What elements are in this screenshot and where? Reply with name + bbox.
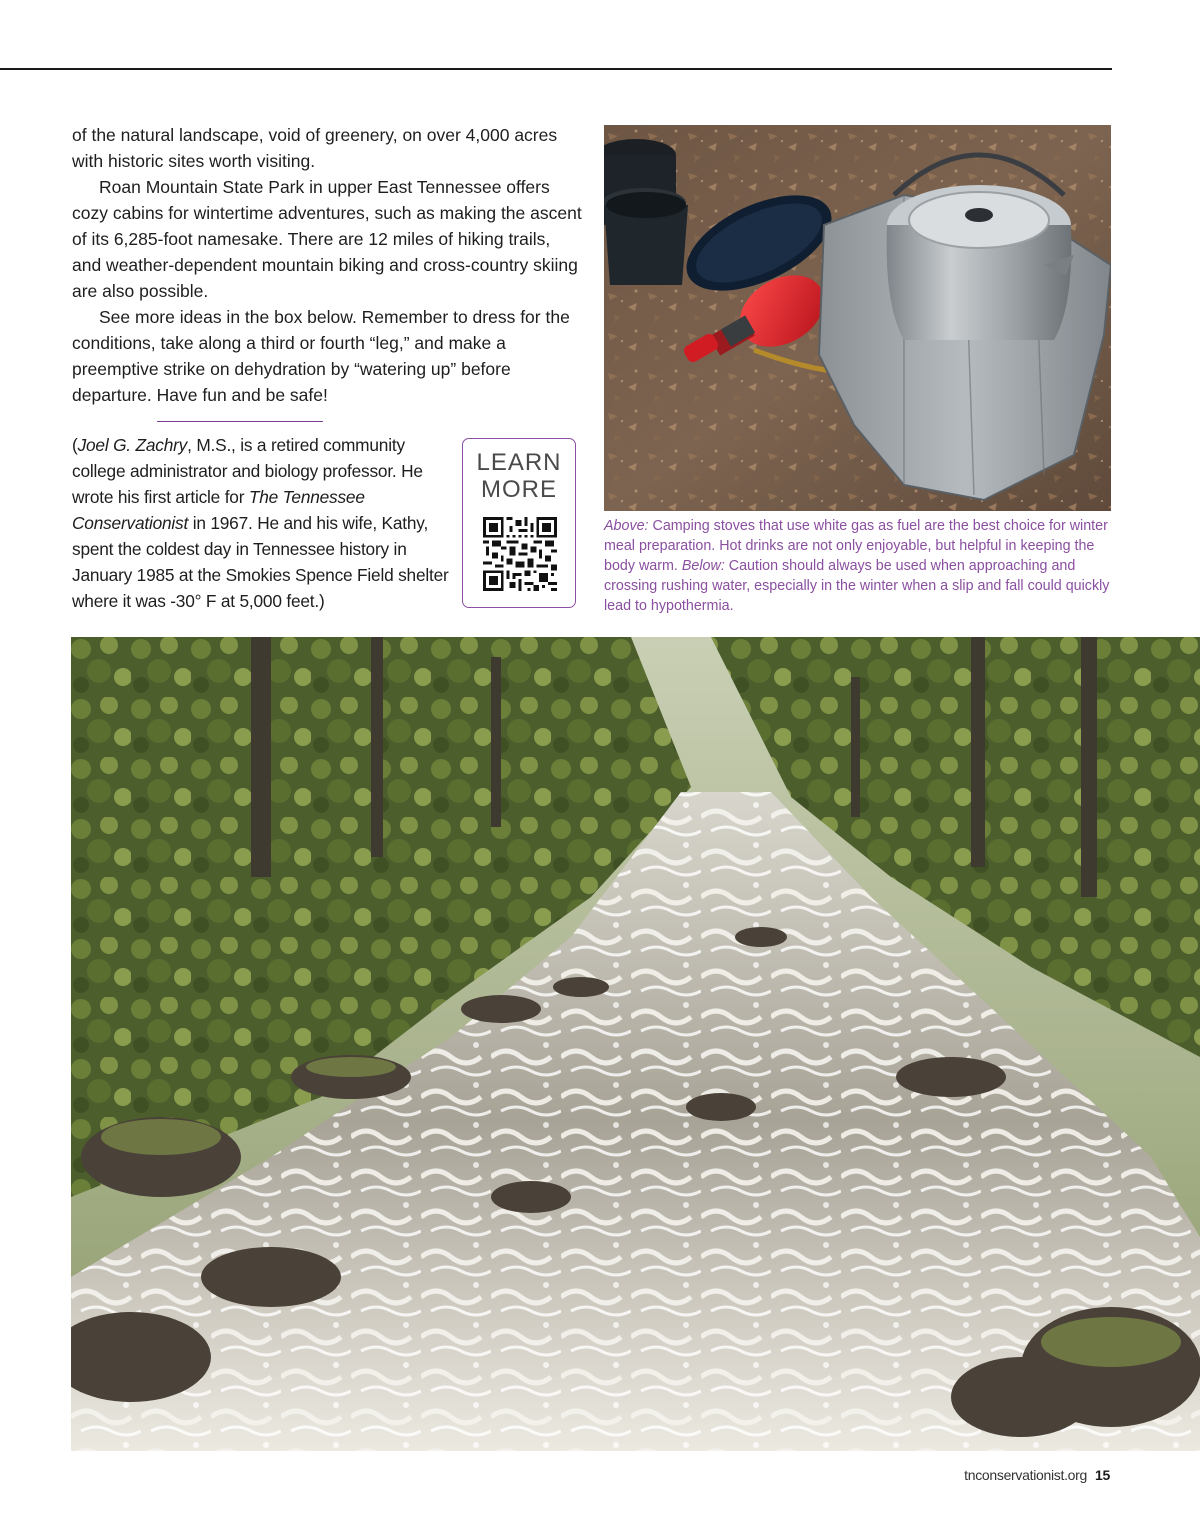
page-number: 15 xyxy=(1095,1467,1110,1483)
bio-text-2: in 1967. He and his wife, Kathy, spent the coldest day in Tennessee history in January 1985 at the Smokies Spence Field shelter where it was -30° F at 5,000 feet.) xyxy=(72,513,449,611)
learn-more-label xyxy=(463,449,575,503)
camp-stove-photo xyxy=(604,125,1111,511)
top-rule xyxy=(0,68,1112,70)
article-body xyxy=(72,122,582,408)
publication-name: The Tennessee Conservationist xyxy=(72,487,365,533)
caption-below-label: Below: xyxy=(681,558,725,574)
page-footer xyxy=(964,1467,1110,1483)
paragraph-1: of the natural landscape, void of greenery, on over 4,000 acres with historic sites worth visiting. xyxy=(72,125,558,171)
learn-more-line-1: LEARN xyxy=(476,449,562,476)
photo-caption xyxy=(604,516,1114,616)
caption-above-text: Camping stoves that use white gas as fuel are the best choice for winter meal preparation. Hot drinks are not only enjoyable, but helpful in keeping the body warm. xyxy=(604,518,1108,574)
caption-above-label: Above: xyxy=(604,518,649,534)
paragraph-3: See more ideas in the box below. Remember to dress for the conditions, take along a third or fourth “leg,” and make a preemptive strike on dehydration by “watering up” before departure. Have fun and be safe! xyxy=(72,307,570,405)
footer-site[interactable]: tnconservationist.org xyxy=(964,1467,1088,1483)
bio-text-1: , M.S., is a retired community college administrator and biology professor. He wrote his first article for xyxy=(72,435,423,507)
author-bio xyxy=(72,432,452,614)
author-name: Joel G. Zachry xyxy=(77,435,188,455)
qr-code-icon[interactable] xyxy=(483,517,557,591)
caption-below-text: Caution should always be used when approaching and crossing rushing water, especially in the winter when a slip and fall could quickly lead to hypothermia. xyxy=(604,558,1110,614)
learn-more-line-2: MORE xyxy=(481,476,557,503)
mountain-stream-photo xyxy=(71,637,1200,1451)
paragraph-2: Roan Mountain State Park in upper East Tennessee offers cozy cabins for wintertime adventures, such as making the ascent of its 6,285-foot namesake. There are 12 miles of hiking trails, and weather-dependent mountain biking and cross-country skiing are also possible. xyxy=(72,177,582,301)
learn-more-box[interactable] xyxy=(462,438,576,608)
bio-paren: ( xyxy=(72,435,78,455)
camp-stove-illustration xyxy=(604,125,1111,511)
section-divider xyxy=(157,421,323,422)
mountain-stream-illustration xyxy=(71,637,1200,1451)
